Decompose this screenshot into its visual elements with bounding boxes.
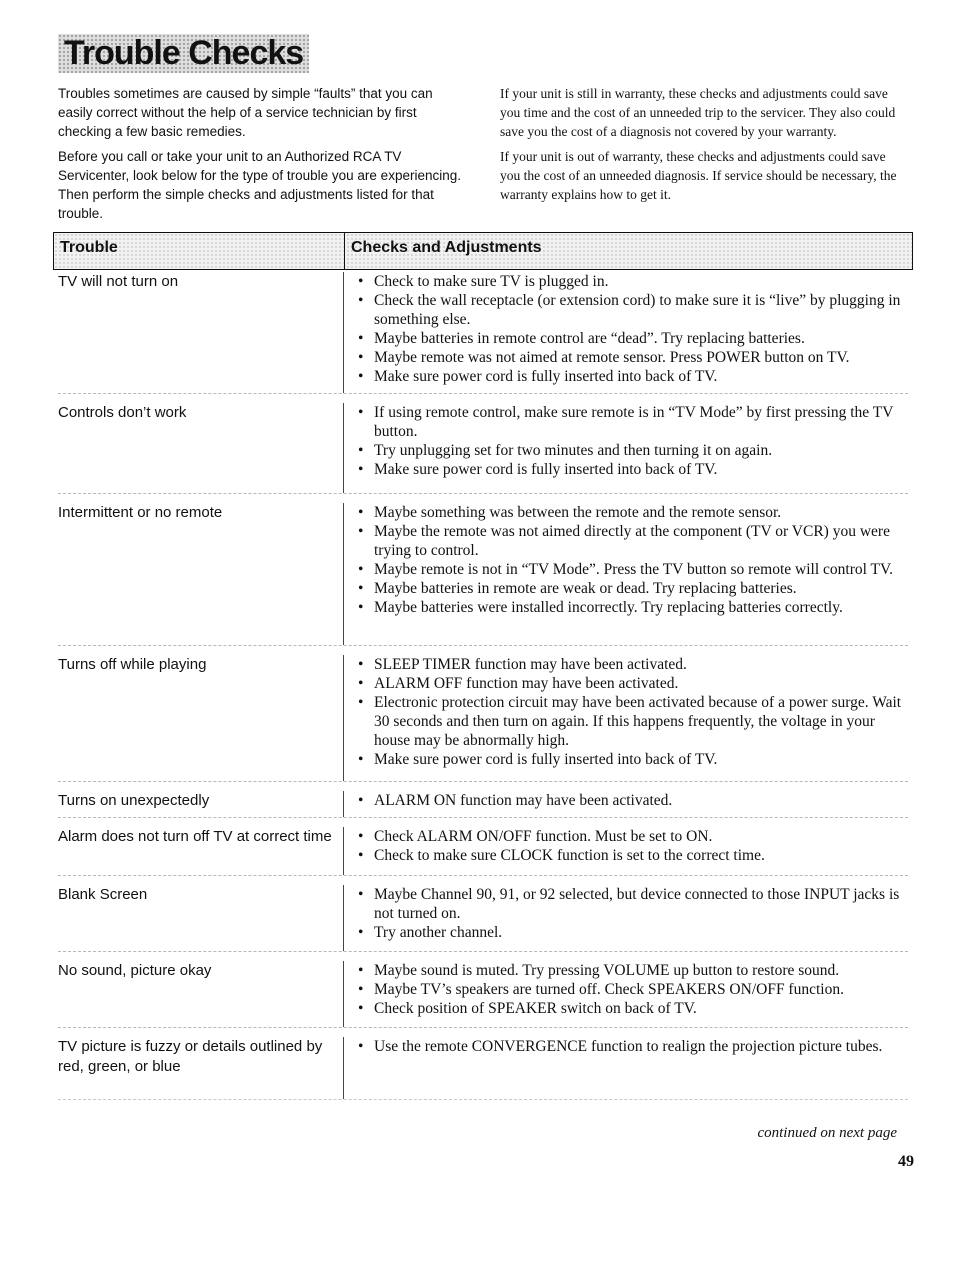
page-title: Trouble Checks (58, 34, 309, 73)
checks-cell (343, 503, 908, 645)
check-item: • ALARM OFF function may have been activated. (358, 674, 908, 693)
check-item: • Try another channel. (358, 923, 908, 942)
check-item: • Maybe Channel 90, 91, or 92 selected, but device connected to those INPUT jacks is not turned on. (358, 885, 908, 923)
table-row (58, 782, 908, 818)
trouble-cell: TV picture is fuzzy or details outlined by red, green, or blue (58, 1038, 323, 1075)
table-row (58, 952, 908, 1028)
checks-cell (343, 791, 908, 817)
checks-cell (343, 827, 908, 875)
check-item: • SLEEP TIMER function may have been activated. (358, 655, 908, 674)
intro-left-paragraph: Troubles sometimes are caused by simple “faults” that you can easily correct without the help of a service technician by first checking a few basic remedies. (58, 86, 433, 139)
trouble-cell: Alarm does not turn off TV at correct time (58, 828, 332, 845)
check-item: • Make sure power cord is fully inserted into back of TV. (358, 367, 908, 386)
table-row (58, 494, 908, 646)
checks-cell (343, 961, 908, 1027)
table-header (53, 232, 913, 270)
trouble-cell: Blank Screen (58, 886, 148, 903)
check-item: • Maybe batteries in remote control are “dead”. Try replacing batteries. (358, 329, 908, 348)
check-item: • Check ALARM ON/OFF function. Must be set to ON. (358, 827, 908, 846)
check-item: • Electronic protection circuit may have been activated because of a power surge. Wait 30 seconds and then turn on again. If this happens frequently, the voltage in your house may be abnormally high. (358, 693, 908, 750)
trouble-cell: TV will not turn on (58, 273, 179, 290)
checks-list (358, 272, 908, 386)
check-item: • Check to make sure CLOCK function is set to the correct time. (358, 846, 908, 865)
trouble-column-header: Trouble (60, 239, 118, 256)
checks-list (358, 403, 908, 479)
checks-cell (343, 885, 908, 951)
check-item: • Maybe TV’s speakers are turned off. Check SPEAKERS ON/OFF function. (358, 980, 908, 999)
check-item: • If using remote control, make sure remote is in “TV Mode” by first pressing the TV button. (358, 403, 908, 441)
checks-cell (343, 272, 908, 393)
trouble-cell: Turns off while playing (58, 656, 207, 673)
checks-list (358, 885, 908, 942)
checks-cell (343, 1037, 908, 1099)
checks-list (358, 1037, 908, 1056)
intro-right-paragraph: If your unit is out of warranty, these checks and adjustments could save you the cost of an unneeded diagnosis. If service should be necessary, the warranty explains how to get it. (500, 149, 897, 202)
table-row (58, 646, 908, 782)
checks-list (358, 961, 908, 1018)
table-row (58, 268, 908, 394)
trouble-table (58, 268, 908, 1100)
check-item: • Check to make sure TV is plugged in. (358, 272, 908, 291)
check-item: • Make sure power cord is fully inserted into back of TV. (358, 460, 908, 479)
trouble-cell: Controls don’t work (58, 404, 187, 421)
check-item: • Check position of SPEAKER switch on back of TV. (358, 999, 908, 1018)
checks-list (358, 503, 908, 617)
checks-list (358, 791, 908, 810)
intro-left (58, 84, 468, 229)
check-item: • Maybe batteries in remote are weak or dead. Try replacing batteries. (358, 579, 908, 598)
checks-list (358, 655, 908, 769)
check-item: • Use the remote CONVERGENCE function to realign the projection picture tubes. (358, 1037, 908, 1056)
table-row (58, 394, 908, 494)
checks-cell (343, 655, 908, 781)
table-row (58, 876, 908, 952)
check-item: • Try unplugging set for two minutes and then turning it on again. (358, 441, 908, 460)
check-item: • Check the wall receptacle (or extension cord) to make sure it is “live” by plugging in something else. (358, 291, 908, 329)
check-item: • Maybe sound is muted. Try pressing VOLUME up button to restore sound. (358, 961, 908, 980)
table-row (58, 818, 908, 876)
check-item: • Maybe batteries were installed incorrectly. Try replacing batteries correctly. (358, 598, 908, 617)
intro-right (500, 84, 900, 210)
check-item: • Maybe the remote was not aimed directly at the component (TV or VCR) you were trying to control. (358, 522, 908, 560)
check-item: • Maybe something was between the remote and the remote sensor. (358, 503, 908, 522)
page-number: 49 (898, 1153, 914, 1170)
intro-left-paragraph: Before you call or take your unit to an Authorized RCA TV Servicenter, look below for the type of trouble you are experiencing. Then perform the simple checks and adjustments listed for that trouble. (58, 149, 461, 221)
check-item: • Maybe remote is not in “TV Mode”. Press the TV button so remote will control TV. (358, 560, 908, 579)
checks-column-header: Checks and Adjustments (344, 233, 912, 269)
continued-note: continued on next page (757, 1125, 897, 1141)
check-item: • Make sure power cord is fully inserted into back of TV. (358, 750, 908, 769)
table-row (58, 1028, 908, 1100)
check-item: • ALARM ON function may have been activated. (358, 791, 908, 810)
trouble-cell: No sound, picture okay (58, 962, 212, 979)
checks-list (358, 827, 908, 865)
trouble-cell: Turns on unexpectedly (58, 792, 210, 809)
checks-cell (343, 403, 908, 493)
trouble-cell: Intermittent or no remote (58, 504, 223, 521)
intro-right-paragraph: If your unit is still in warranty, these checks and adjustments could save you time and the cost of an unneeded trip to the servicer. They also could save you the cost of a diagnosis not covered by your warranty. (500, 86, 896, 139)
check-item: • Maybe remote was not aimed at remote sensor. Press POWER button on TV. (358, 348, 908, 367)
